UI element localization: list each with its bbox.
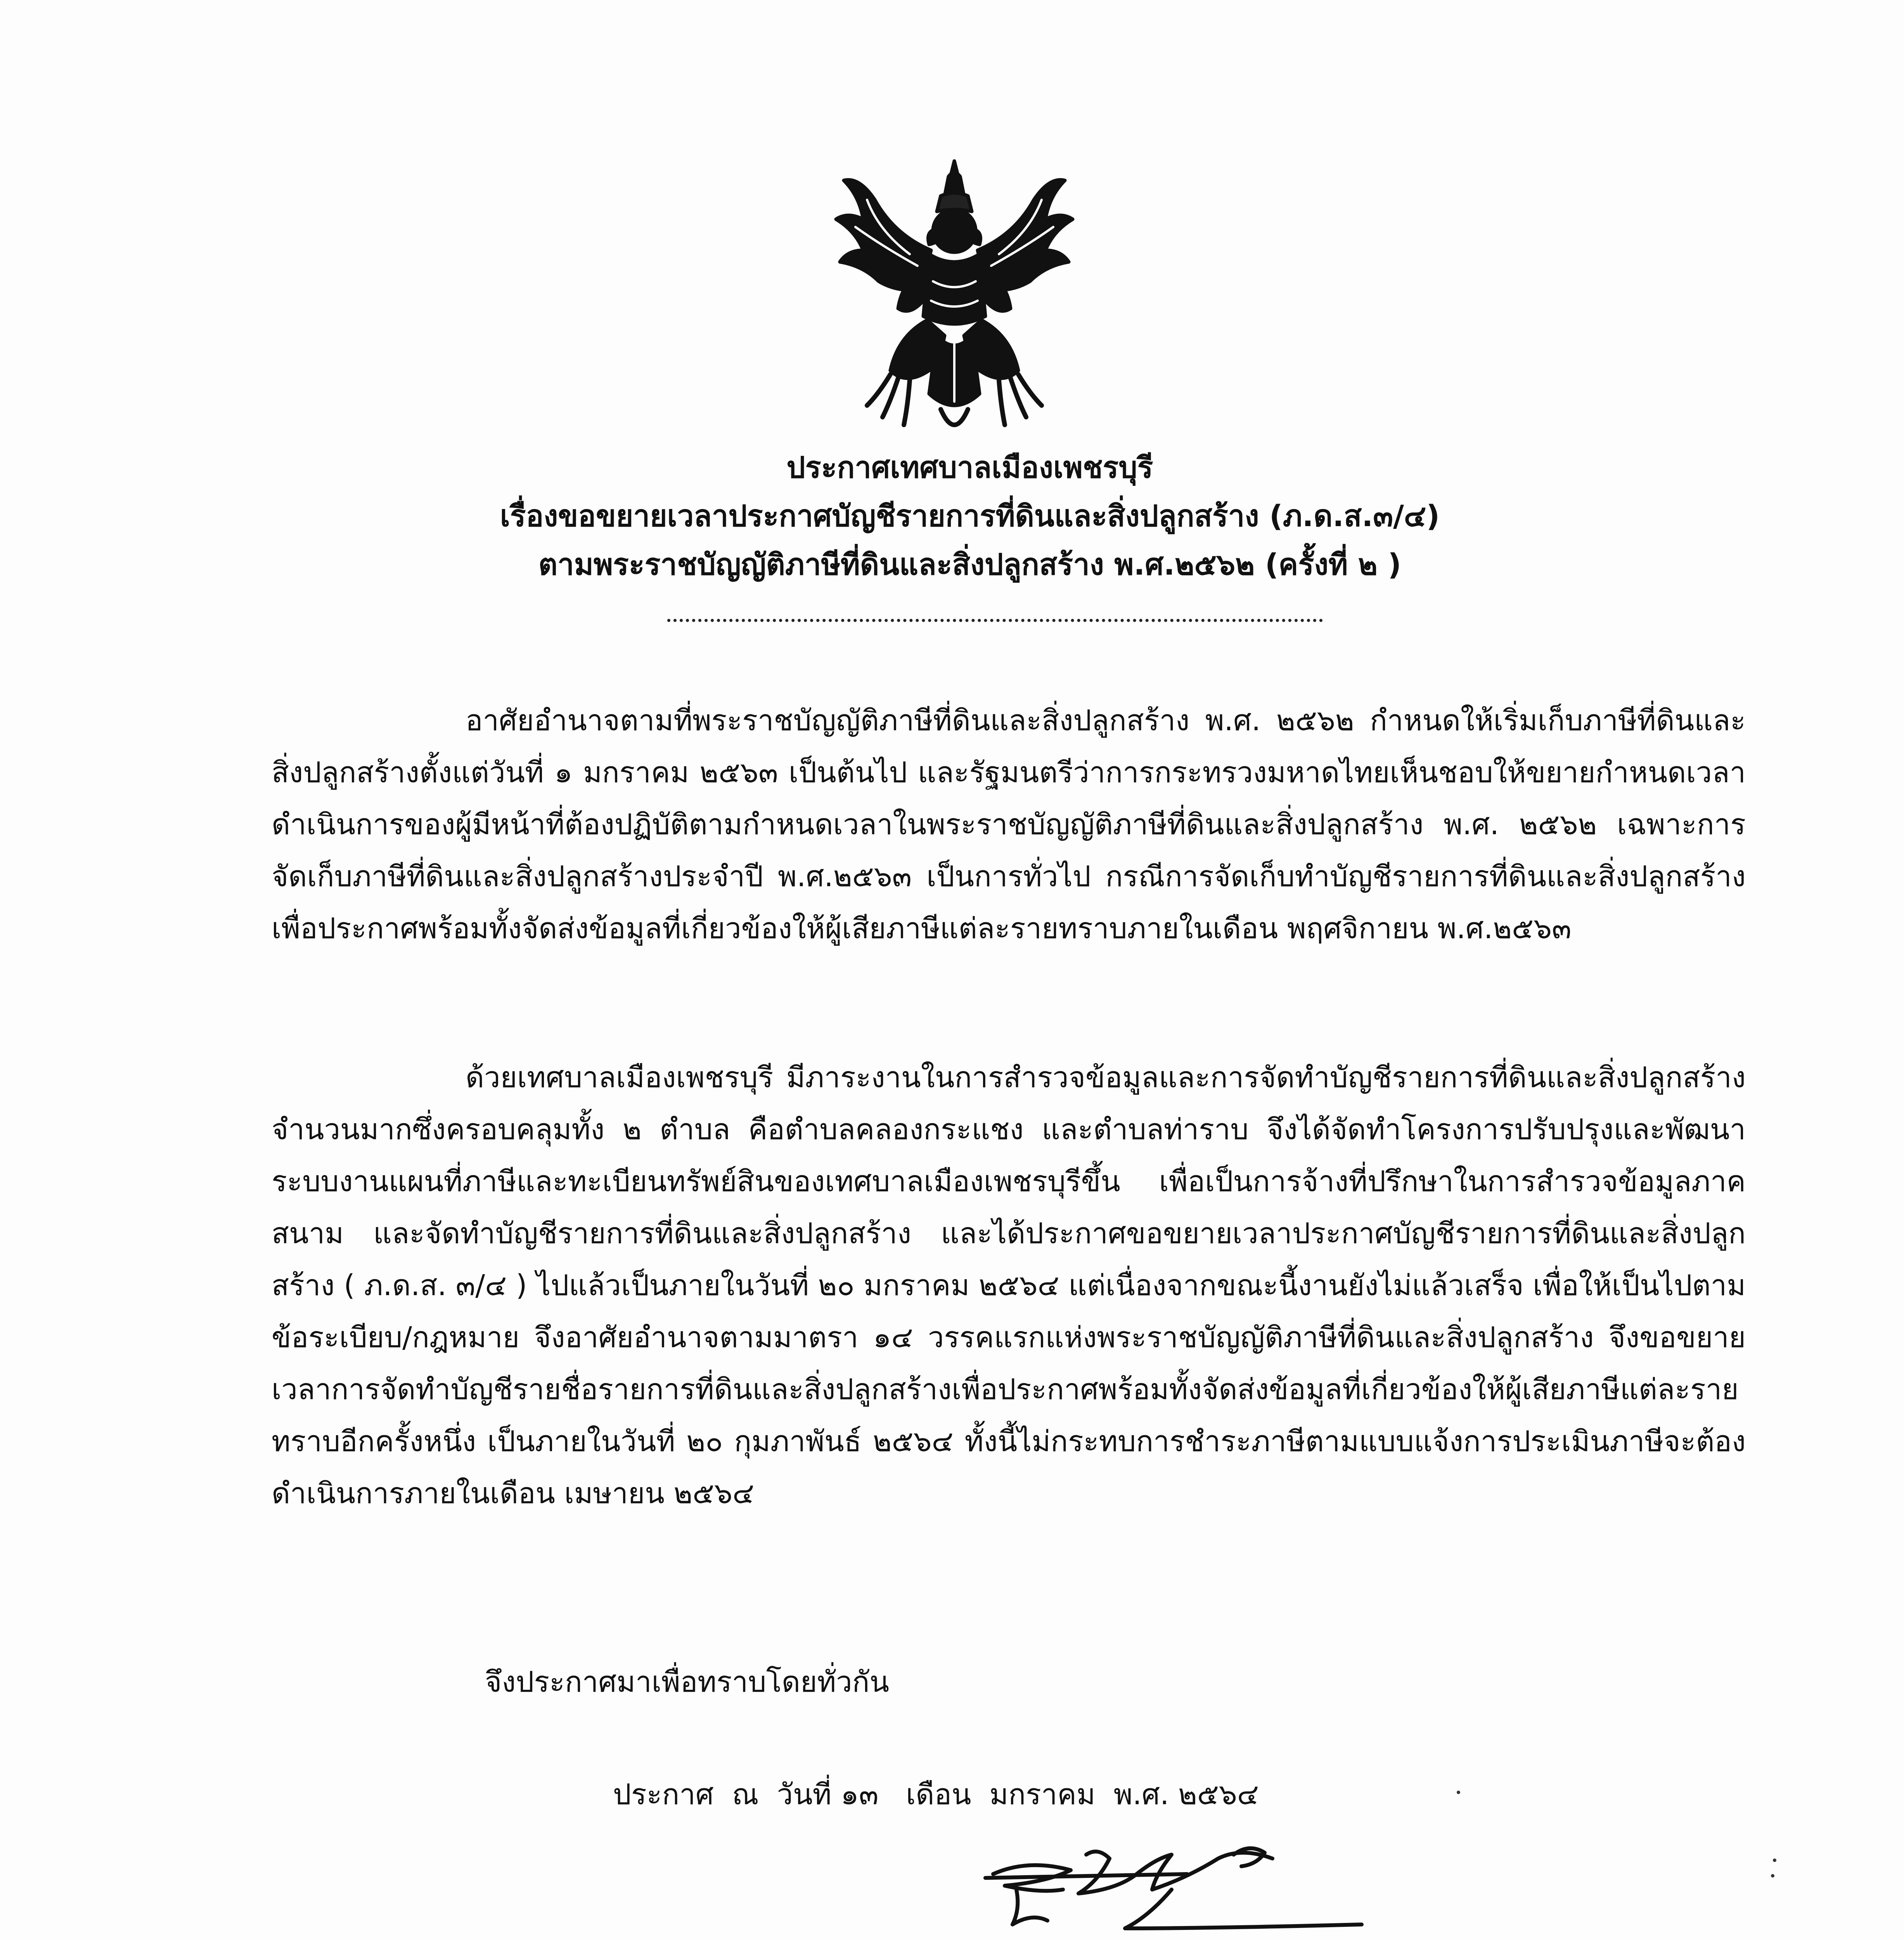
announcement-title: ประกาศเทศบาลเมืองเพชรบุรี xyxy=(786,450,1153,485)
separator-dotted-line xyxy=(667,603,1323,622)
garuda-emblem-icon xyxy=(832,153,1077,448)
scan-speck xyxy=(1457,1791,1460,1794)
body-paragraph-2: ด้วยเทศบาลเมืองเพชรบุรี มีภาระงานในการสำรวจข้อมูลและการจัดทำบัญชีรายการที่ดินและสิ่งปลูกสร้างจำนวนมากซึ่งครอบคลุมทั้ง ๒ ตำบล คือตำบลคลองกระแชง และตำบลท่าราบ จึงได้จัดทำโครงการปรับปรุงและพัฒนาระบบงานแผนที่ภาษีและทะเบียนทรัพย์สินของเทศบาลเมืองเพชรบุรีขึ้น เพื่อเป็นการจ้างที่ปรึกษาในการสำรวจข้อมูลภาคสนาม และจัดทำบัญชีรายการที่ดินและสิ่งปลูกสร้าง และได้ประกาศขอขยายเวลาประกาศบัญชีรายการที่ดินและสิ่งปลูกสร้าง ( ภ.ด.ส. ๓/๔ ) ไปแล้วเป็นภายในวันที่ ๒๐ มกราคม ๒๕๖๔ แต่เนื่องจากขณะนี้งานยังไม่แล้วเสร็จ เพื่อให้เป็นไปตามข้อระเบียบ/กฎหมาย จึงอาศัยอำนาจตามมาตรา ๑๔ วรรคแรกแห่งพระราชบัญญัติภาษีที่ดินและสิ่งปลูกสร้าง จึงขอขยายเวลาการจัดทำบัญชีรายชื่อรายการที่ดินและสิ่งปลูกสร้างเพื่อประกาศพร้อมทั้งจัดส่งข้อมูลที่เกี่ยวข้องให้ผู้เสียภาษีแต่ละรายทราบอีกครั้งหนึ่ง เป็นภายในวันที่ ๒๐ กุมภาพันธ์ ๒๕๖๔ ทั้งนี้ไม่กระทบการชำระภาษีตามแบบแจ้งการประเมินภาษีจะต้องดำเนินการภายในเดือน เมษายน ๒๕๖๔ xyxy=(272,1061,1746,1510)
closing-statement: จึงประกาศมาเพื่อทราบโดยทั่วกัน xyxy=(485,1665,890,1699)
scan-speck xyxy=(1773,1859,1776,1862)
announcement-date: ประกาศ ณ วันที่ ๑๓ เดือน มกราคม พ.ศ. ๒๕๖๔ xyxy=(613,1778,1259,1811)
body-paragraph-1: อาศัยอำนาจตามที่พระราชบัญญัติภาษีที่ดินและสิ่งปลูกสร้าง พ.ศ. ๒๕๖๒ กำหนดให้เริ่มเก็บภาษีที่ดินและสิ่งปลูกสร้างตั้งแต่วันที่ ๑ มกราคม ๒๕๖๓ เป็นต้นไป และรัฐมนตรีว่าการกระทรวงมหาดไทยเห็นชอบให้ขยายกำหนดเวลาดำเนินการของผู้มีหน้าที่ต้องปฏิบัติตามกำหนดเวลาในพระราชบัญญัติภาษีที่ดินและสิ่งปลูกสร้าง พ.ศ. ๒๕๖๒ เฉพาะการจัดเก็บภาษีที่ดินและสิ่งปลูกสร้างประจำปี พ.ศ.๒๕๖๓ เป็นการทั่วไป กรณีการจัดเก็บทำบัญชีรายการที่ดินและสิ่งปลูกสร้างเพื่อประกาศพร้อมทั้งจัดส่งข้อมูลที่เกี่ยวข้องให้ผู้เสียภาษีแต่ละรายทราบภายในเดือน พฤศจิกายน พ.ศ.๒๕๖๓ xyxy=(272,704,1746,945)
announcement-law-reference: ตามพระราชบัญญัติภาษีที่ดินและสิ่งปลูกสร้าง พ.ศ.๒๕๖๒ (ครั้งที่ ๒ ) xyxy=(538,547,1402,582)
announcement-subject: เรื่องขอขยายเวลาประกาศบัญชีรายการที่ดินและสิ่งปลูกสร้าง (ภ.ด.ส.๓/๔) xyxy=(500,499,1440,533)
scan-speck xyxy=(1771,1874,1774,1878)
handwritten-signature xyxy=(970,1831,1397,1940)
